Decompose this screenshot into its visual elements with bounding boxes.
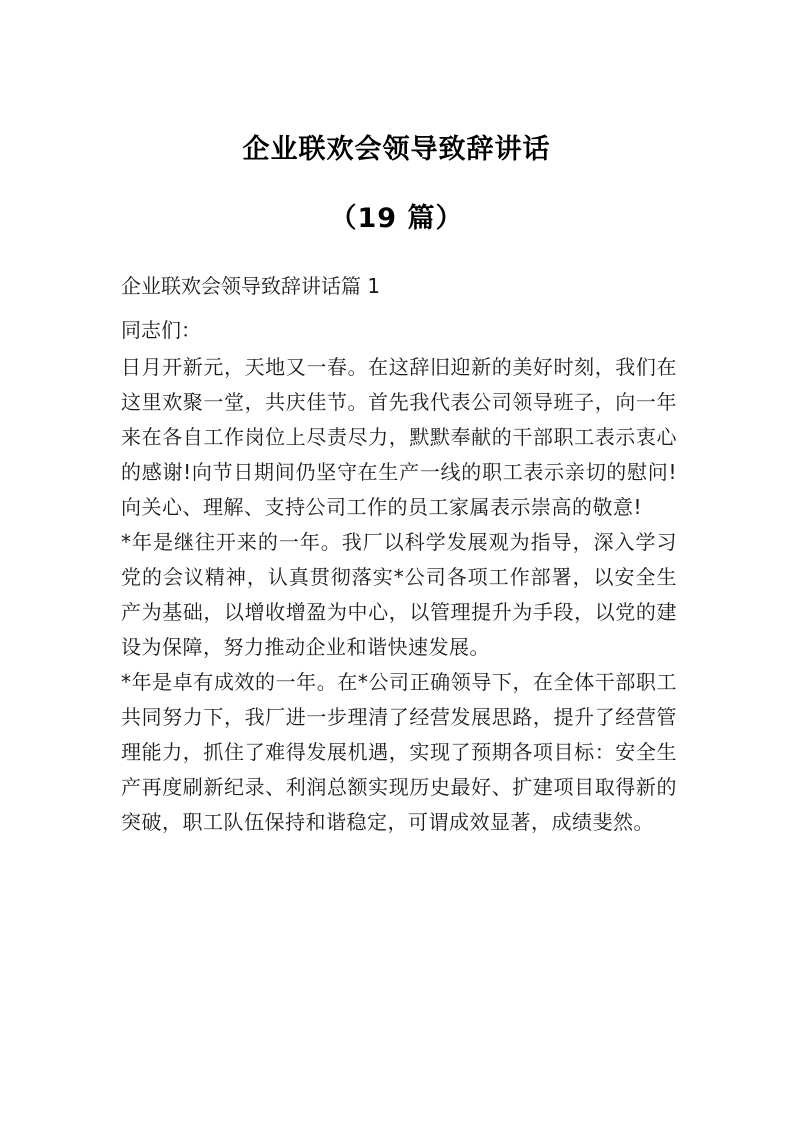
salutation: 同志们： xyxy=(121,318,201,342)
paragraph-3: *年是卓有成效的一年。在*公司正确领导下，在全体干部职工共同努力下，我厂进一步理清了经营发展思路，提升了经营管理能力，抓住了难得发展机遇，实现了预期各项目标：安全生产再度刷新纪录、利润总额实现历史最好、扩建项目取得新的突破，职工队伍保持和谐稳定，可谓成效显著，成绩斐然。 xyxy=(121,670,677,834)
document-title: 企业联欢会领导致辞讲话 xyxy=(242,134,551,165)
document-subtitle: （19 篇） xyxy=(329,203,464,234)
paragraph-2: *年是继往开来的一年。我厂以科学发展观为指导，深入学习党的会议精神，认真贯彻落实*公司各项工作部署，以安全生产为基础，以增收增盈为中心，以管理提升为手段，以党的建设为保障，努力推动企业和谐快速发展。 xyxy=(121,530,677,659)
body-paragraphs xyxy=(121,350,677,840)
section-heading: 企业联欢会领导致辞讲话篇 1 xyxy=(121,274,381,298)
paragraph-1: 日月开新元，天地又一春。在这辞旧迎新的美好时刻，我们在这里欢聚一堂，共庆佳节。首先我代表公司领导班子，向一年来在各自工作岗位上尽责尽力，默默奉献的干部职工表示衷心的感谢!向节日期间仍坚守在生产一线的职工表示亲切的慰问!向关心、理解、支持公司工作的员工家属表示崇高的敬意! xyxy=(121,355,677,519)
